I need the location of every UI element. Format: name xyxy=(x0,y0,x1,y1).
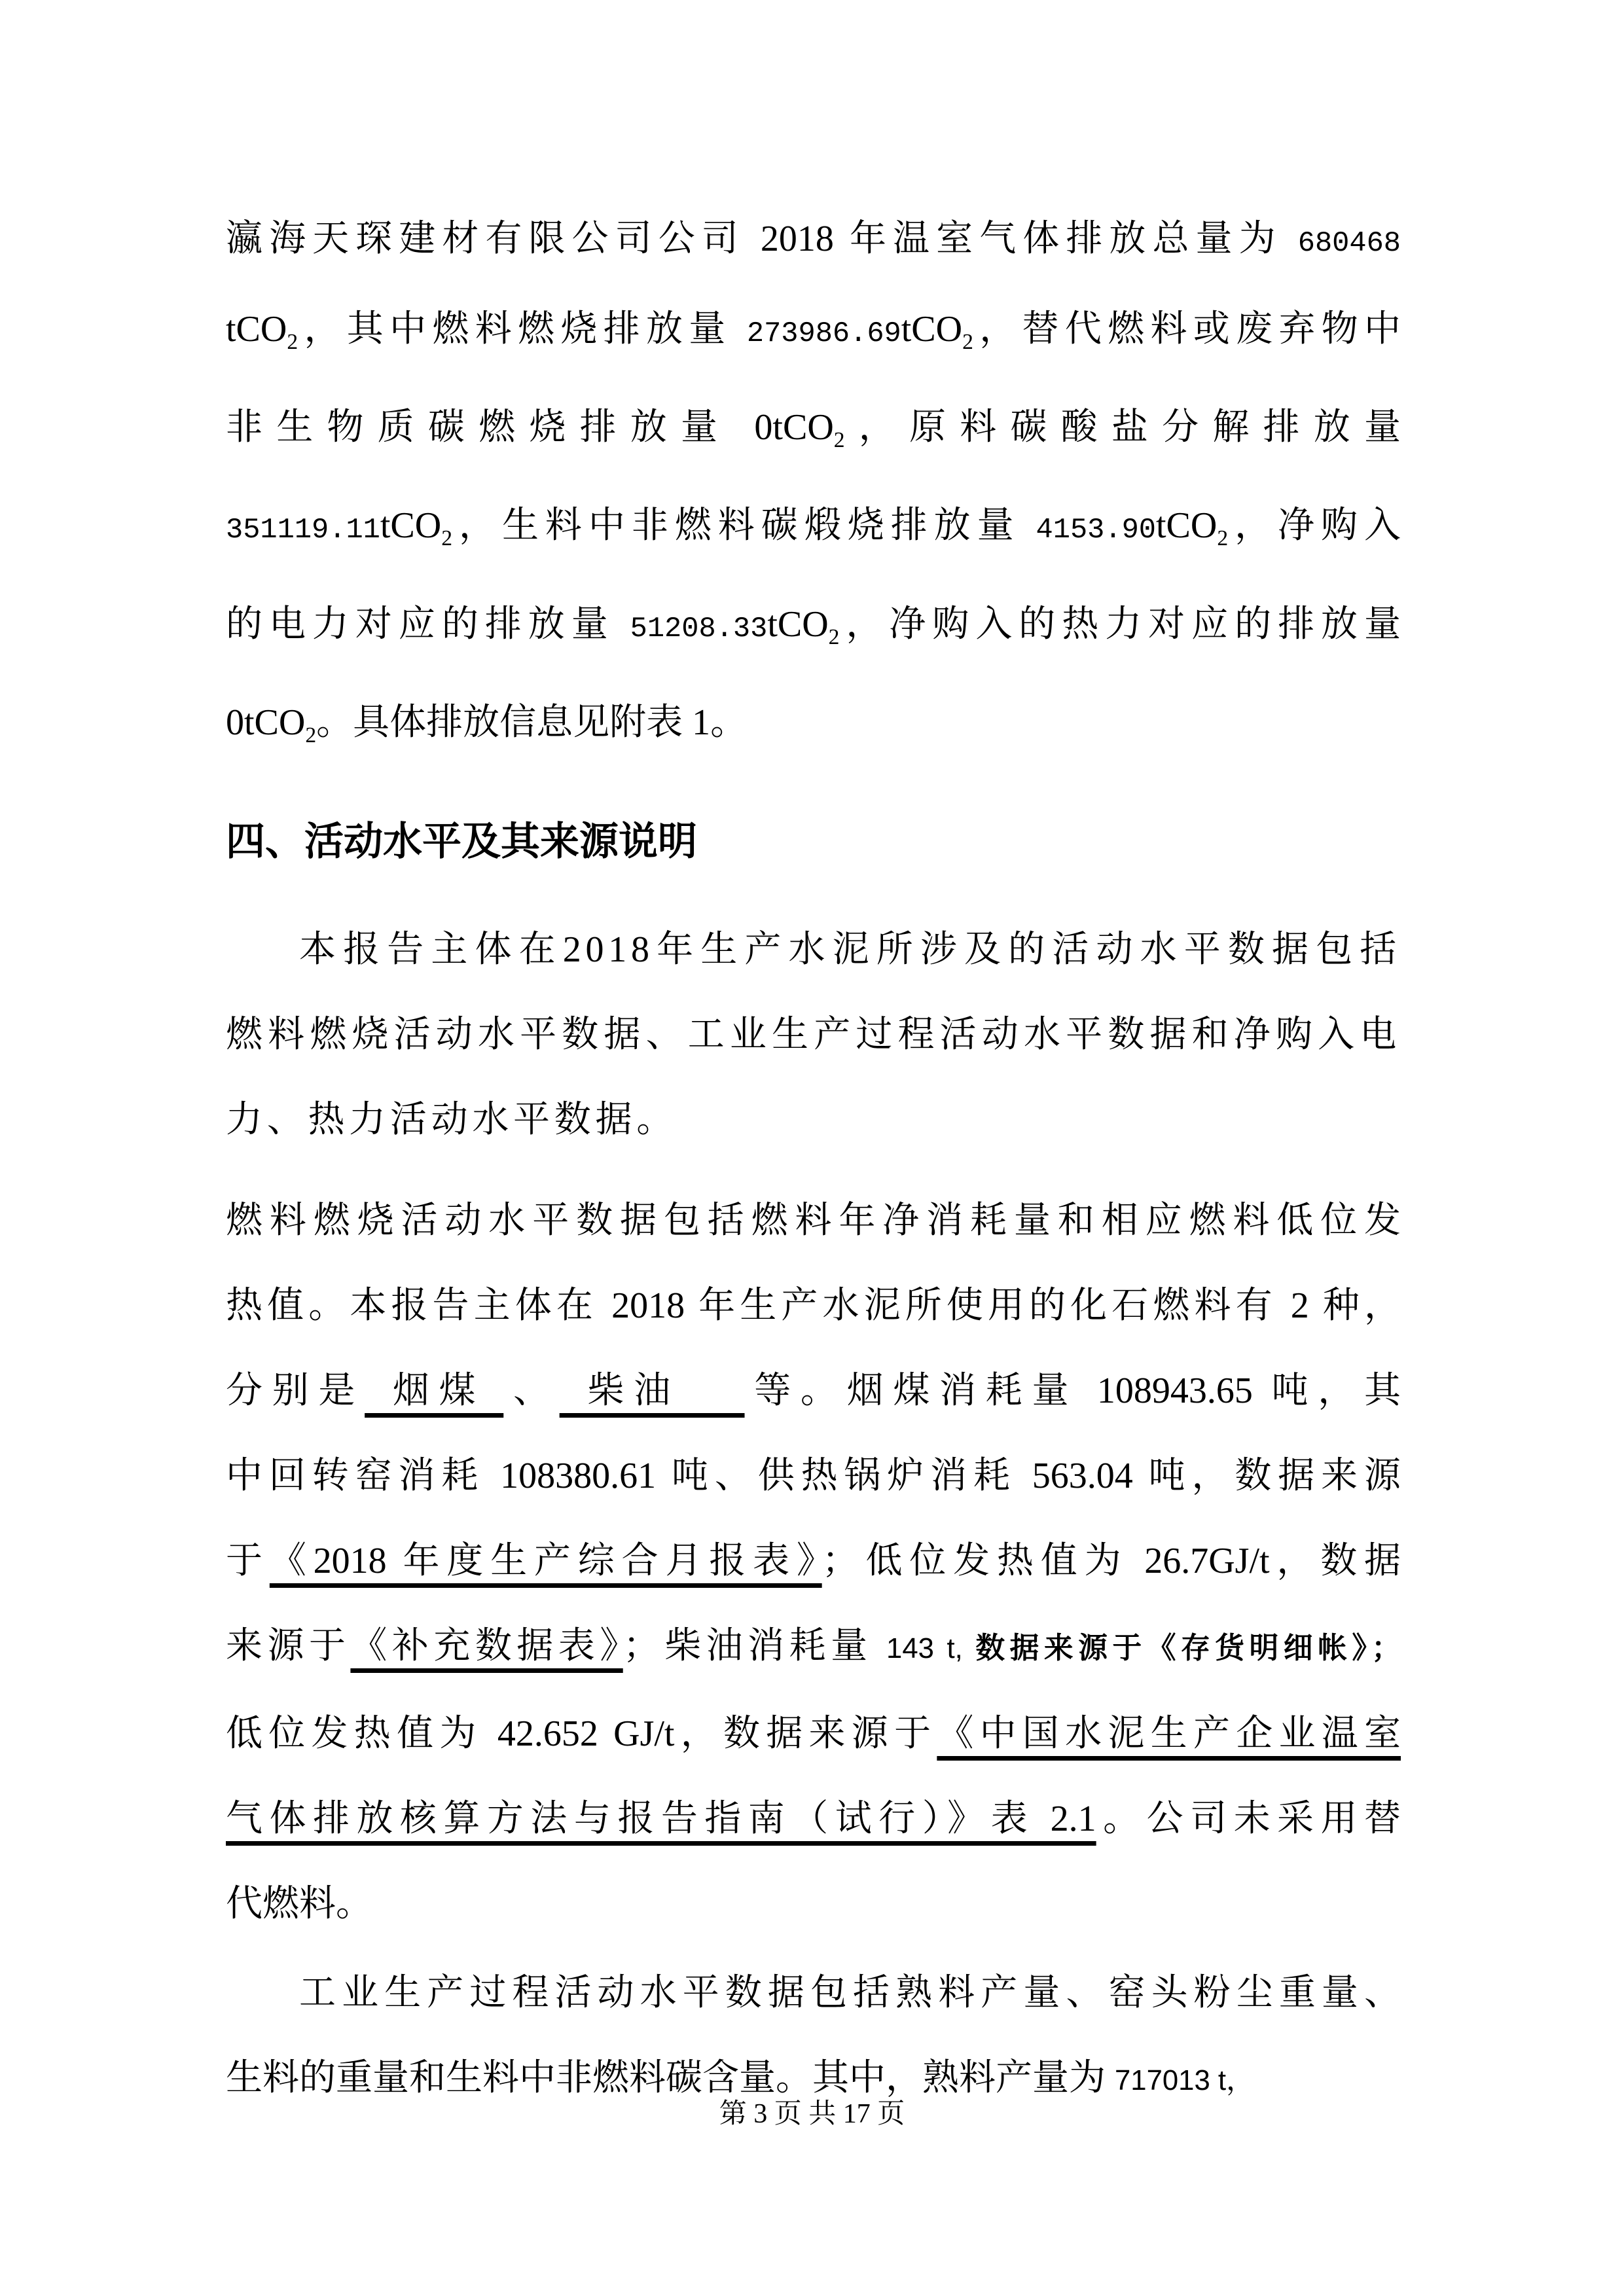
filled-number: 51208.33 xyxy=(630,613,768,645)
filled-number: 143 t, xyxy=(886,1632,976,1664)
text-line xyxy=(226,582,1401,680)
text-line xyxy=(226,1348,1401,1433)
text-segment: ，替代燃料或废弃物中 xyxy=(973,309,1401,350)
text-line xyxy=(226,385,1401,483)
emphasized-source-text: 数据来源于《存货明细帐》； xyxy=(975,1631,1401,1664)
text-segment: 等。烟煤消耗量 108943.65 吨，其 xyxy=(744,1370,1401,1411)
text-segment: 工业生产过程活动水平数据包括熟料产量、窑头粉尘重量、 xyxy=(299,1972,1401,2013)
text-segment: 本报告主体在2018年生产水泥所涉及的活动水平数据包括 xyxy=(299,929,1401,970)
text-segment: tCO xyxy=(767,603,829,645)
text-line xyxy=(226,1077,1401,1162)
text-line xyxy=(226,1950,1401,2036)
document-body xyxy=(226,196,1401,2123)
text-segment: 力、热力活动水平数据。 xyxy=(226,1099,677,1140)
underlined-text: 《2018 年度生产综合月报表》 xyxy=(269,1540,822,1581)
text-segment: ，净购入 xyxy=(1228,505,1401,547)
text-segment: 的电力对应的排放量 xyxy=(226,603,630,645)
text-segment: 瀛海天琛建材有限公司公司 2018 年温室气体排放总量为 xyxy=(226,219,1298,259)
filled-number: 4153.90 xyxy=(1036,514,1156,547)
text-segment: 于 xyxy=(226,1540,270,1581)
text-segment: 0tCO xyxy=(226,702,306,743)
text-segment: ，生料中非燃料碳煅烧排放量 xyxy=(452,505,1036,547)
text-line xyxy=(226,992,1401,1077)
text-line xyxy=(226,907,1401,992)
page-footer: 第 3 页 共 17 页 xyxy=(719,2099,905,2129)
text-segment: 热值。本报告主体在 2018 年生产水泥所使用的化石燃料有 2 种， xyxy=(226,1285,1401,1326)
text-segment: 低位发热值为 42.652 GJ/t，数据来源于 xyxy=(226,1713,937,1754)
filled-number: 273986.69 xyxy=(746,318,901,350)
text-segment: 燃料燃烧活动水平数据包括燃料年净消耗量和相应燃料低位发 xyxy=(226,1200,1401,1241)
text-segment: 。公司未采用替 xyxy=(1096,1798,1401,1839)
paragraph-intro-emissions xyxy=(226,196,1401,778)
text-segment: ，原料碳酸盐分解排放量 xyxy=(844,407,1401,448)
text-line xyxy=(226,196,1401,287)
underlined-text: 柴油 xyxy=(559,1370,745,1411)
text-segment: tCO xyxy=(380,505,442,547)
subscript: 2 xyxy=(833,428,845,453)
text-line xyxy=(226,1776,1401,1861)
subscript: 2 xyxy=(287,330,298,355)
text-line xyxy=(226,1691,1401,1776)
paragraph-fuel-combustion-data xyxy=(226,1178,1401,1946)
subscript: 2 xyxy=(962,330,973,355)
subscript: 2 xyxy=(441,526,453,551)
text-segment: 生料的重量和生料中非燃料碳含量。其中，熟料产量为 xyxy=(226,2057,1115,2098)
filled-number: 717013 t， xyxy=(1115,2064,1255,2096)
text-line xyxy=(226,483,1401,581)
text-segment: 来源于 xyxy=(226,1625,351,1666)
text-line xyxy=(226,1861,1401,1946)
text-segment: ，净购入的热力对应的排放量 xyxy=(839,603,1401,645)
text-segment: ；低位发热值为 26.7GJ/t，数据 xyxy=(821,1540,1401,1581)
text-line xyxy=(226,1604,1401,1691)
text-segment: 中回转窑消耗 108380.61 吨、供热锅炉消耗 563.04 吨，数据来源 xyxy=(226,1455,1401,1496)
underlined-text: 烟煤 xyxy=(365,1370,504,1411)
text-segment: 代燃料。 xyxy=(226,1883,372,1924)
text-line xyxy=(226,1178,1401,1263)
text-segment: tCO xyxy=(901,309,963,350)
subscript: 2 xyxy=(828,624,840,649)
text-segment: 分别是 xyxy=(226,1370,365,1411)
text-line xyxy=(226,680,1401,778)
text-line xyxy=(226,1263,1401,1348)
subscript: 2 xyxy=(305,723,317,747)
text-segment: tCO xyxy=(1155,505,1218,547)
text-segment: ；柴油消耗量 xyxy=(623,1625,887,1666)
text-line xyxy=(226,1433,1401,1518)
filled-number: 680468 xyxy=(1297,228,1401,260)
text-segment: 燃料燃烧活动水平数据、工业生产过程活动水平数据和净购入电 xyxy=(226,1014,1401,1055)
text-line xyxy=(226,1518,1401,1604)
underlined-text: 《中国水泥生产企业温室 xyxy=(937,1713,1401,1754)
section-heading: 四、活动水平及其来源说明 xyxy=(226,819,697,863)
text-segment: ，其中燃料燃烧排放量 xyxy=(298,309,747,350)
text-segment: 非生物质碳燃烧排放量 0tCO xyxy=(226,407,834,448)
text-line xyxy=(226,287,1401,385)
paragraph-activity-overview xyxy=(226,907,1401,1162)
underlined-text: 《补充数据表》 xyxy=(350,1625,623,1666)
underlined-text: 气体排放核算方法与报告指南（试行）》表 2.1 xyxy=(226,1798,1096,1839)
text-segment: 。具体排放信息见附表 1。 xyxy=(316,702,748,743)
text-segment: 、 xyxy=(503,1370,560,1411)
subscript: 2 xyxy=(1217,526,1229,551)
filled-number: 351119.11 xyxy=(226,514,380,547)
text-segment: tCO xyxy=(226,309,287,350)
